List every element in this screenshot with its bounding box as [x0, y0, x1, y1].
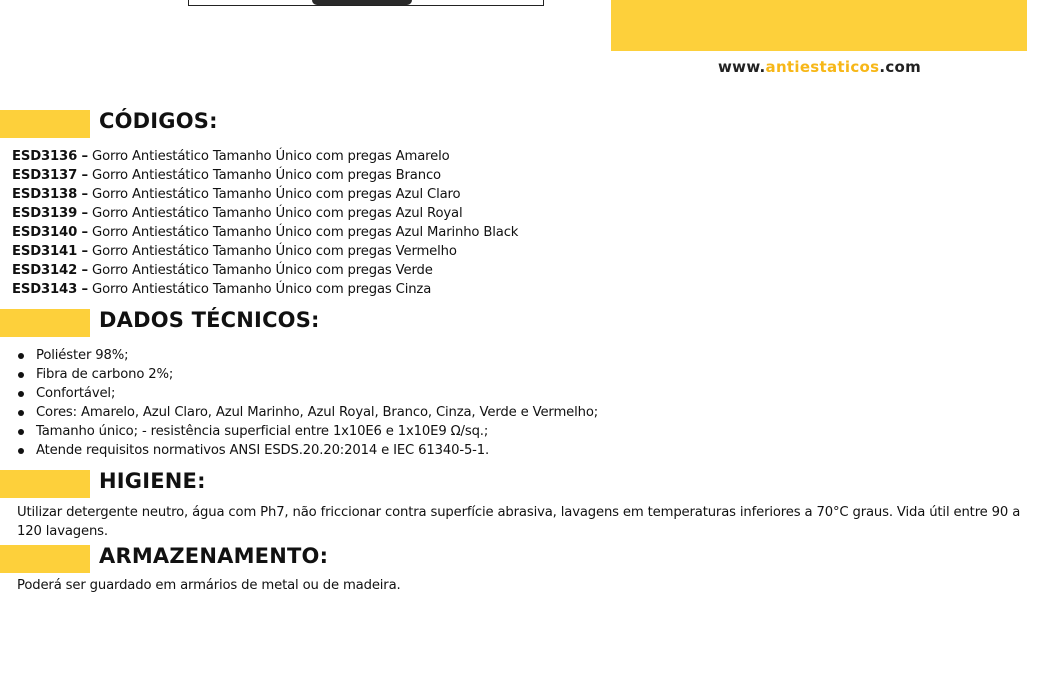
- list-item: [18, 346, 598, 365]
- product-code: ESD3142 –: [12, 263, 88, 278]
- bullet-icon: [18, 448, 24, 454]
- bullet-icon: [18, 353, 24, 359]
- product-code: ESD3143 –: [12, 282, 88, 297]
- product-code: ESD3139 –: [12, 206, 88, 221]
- product-code: ESD3137 –: [12, 168, 88, 183]
- list-item: [12, 261, 518, 280]
- product-desc: Gorro Antiestático Tamanho Único com pregas Azul Royal: [88, 206, 463, 221]
- bullet-icon: [18, 372, 24, 378]
- list-item: [18, 422, 598, 441]
- list-item: [18, 441, 598, 460]
- spec-text: Cores: Amarelo, Azul Claro, Azul Marinho, Azul Royal, Branco, Cinza, Verde e Vermelho;: [36, 405, 599, 420]
- list-item: [18, 365, 598, 384]
- product-code: ESD3138 –: [12, 187, 88, 202]
- product-code: ESD3140 –: [12, 225, 88, 240]
- spec-text: Fibra de carbono 2%;: [36, 367, 174, 382]
- spec-text: Tamanho único; - resistência superficial entre 1x10E6 e 1x10E9 Ω/sq.;: [36, 424, 489, 439]
- bullet-icon: [18, 391, 24, 397]
- spec-text: Atende requisitos normativos ANSI ESDS.20.20:2014 e IEC 61340-5-1.: [36, 443, 490, 458]
- website-suffix: .com: [879, 58, 922, 76]
- product-desc: Gorro Antiestático Tamanho Único com pregas Vermelho: [88, 244, 457, 259]
- list-item: [18, 403, 598, 422]
- header-banner: [611, 0, 1027, 51]
- product-photo: [312, 0, 412, 5]
- higiene-text: Utilizar detergente neutro, água com Ph7, não friccionar contra superfície abrasiva, lavagens em temperaturas inferiores a 70°C graus. Vida útil entre 90 a 120 lavagens.: [17, 505, 1021, 539]
- list-item: [12, 223, 518, 242]
- armazenamento-text: Poderá ser guardado em armários de metal ou de madeira.: [17, 578, 401, 593]
- section-bar: [0, 470, 90, 498]
- codes-list: [12, 147, 518, 299]
- website-accent: antiestaticos: [765, 58, 880, 76]
- list-item: [12, 147, 518, 166]
- list-item: [18, 384, 598, 403]
- list-item: [12, 280, 518, 299]
- section-title-dados-tecnicos: DADOS TÉCNICOS:: [99, 308, 320, 332]
- bullet-icon: [18, 410, 24, 416]
- section-title-codigos: CÓDIGOS:: [99, 109, 218, 133]
- product-desc: Gorro Antiestático Tamanho Único com pregas Cinza: [88, 282, 432, 297]
- bullet-icon: [18, 429, 24, 435]
- list-item: [12, 185, 518, 204]
- product-desc: Gorro Antiestático Tamanho Único com pregas Branco: [88, 168, 441, 183]
- tech-specs-list: [18, 346, 598, 460]
- list-item: [12, 204, 518, 223]
- section-bar: [0, 110, 90, 138]
- product-desc: Gorro Antiestático Tamanho Único com pregas Azul Claro: [88, 187, 461, 202]
- website-prefix: www.: [718, 58, 766, 76]
- product-code: ESD3141 –: [12, 244, 88, 259]
- product-desc: Gorro Antiestático Tamanho Único com pregas Azul Marinho Black: [88, 225, 519, 240]
- section-title-higiene: HIGIENE:: [99, 469, 206, 493]
- website-link[interactable]: [718, 58, 938, 76]
- product-code: ESD3136 –: [12, 149, 88, 164]
- list-item: [12, 242, 518, 261]
- product-desc: Gorro Antiestático Tamanho Único com pregas Verde: [88, 263, 433, 278]
- list-item: [12, 166, 518, 185]
- section-bar: [0, 545, 90, 573]
- product-desc: Gorro Antiestático Tamanho Único com pregas Amarelo: [88, 149, 450, 164]
- spec-text: Poliéster 98%;: [36, 348, 129, 363]
- spec-text: Confortável;: [36, 386, 116, 401]
- section-bar: [0, 309, 90, 337]
- section-title-armazenamento: ARMAZENAMENTO:: [99, 544, 329, 568]
